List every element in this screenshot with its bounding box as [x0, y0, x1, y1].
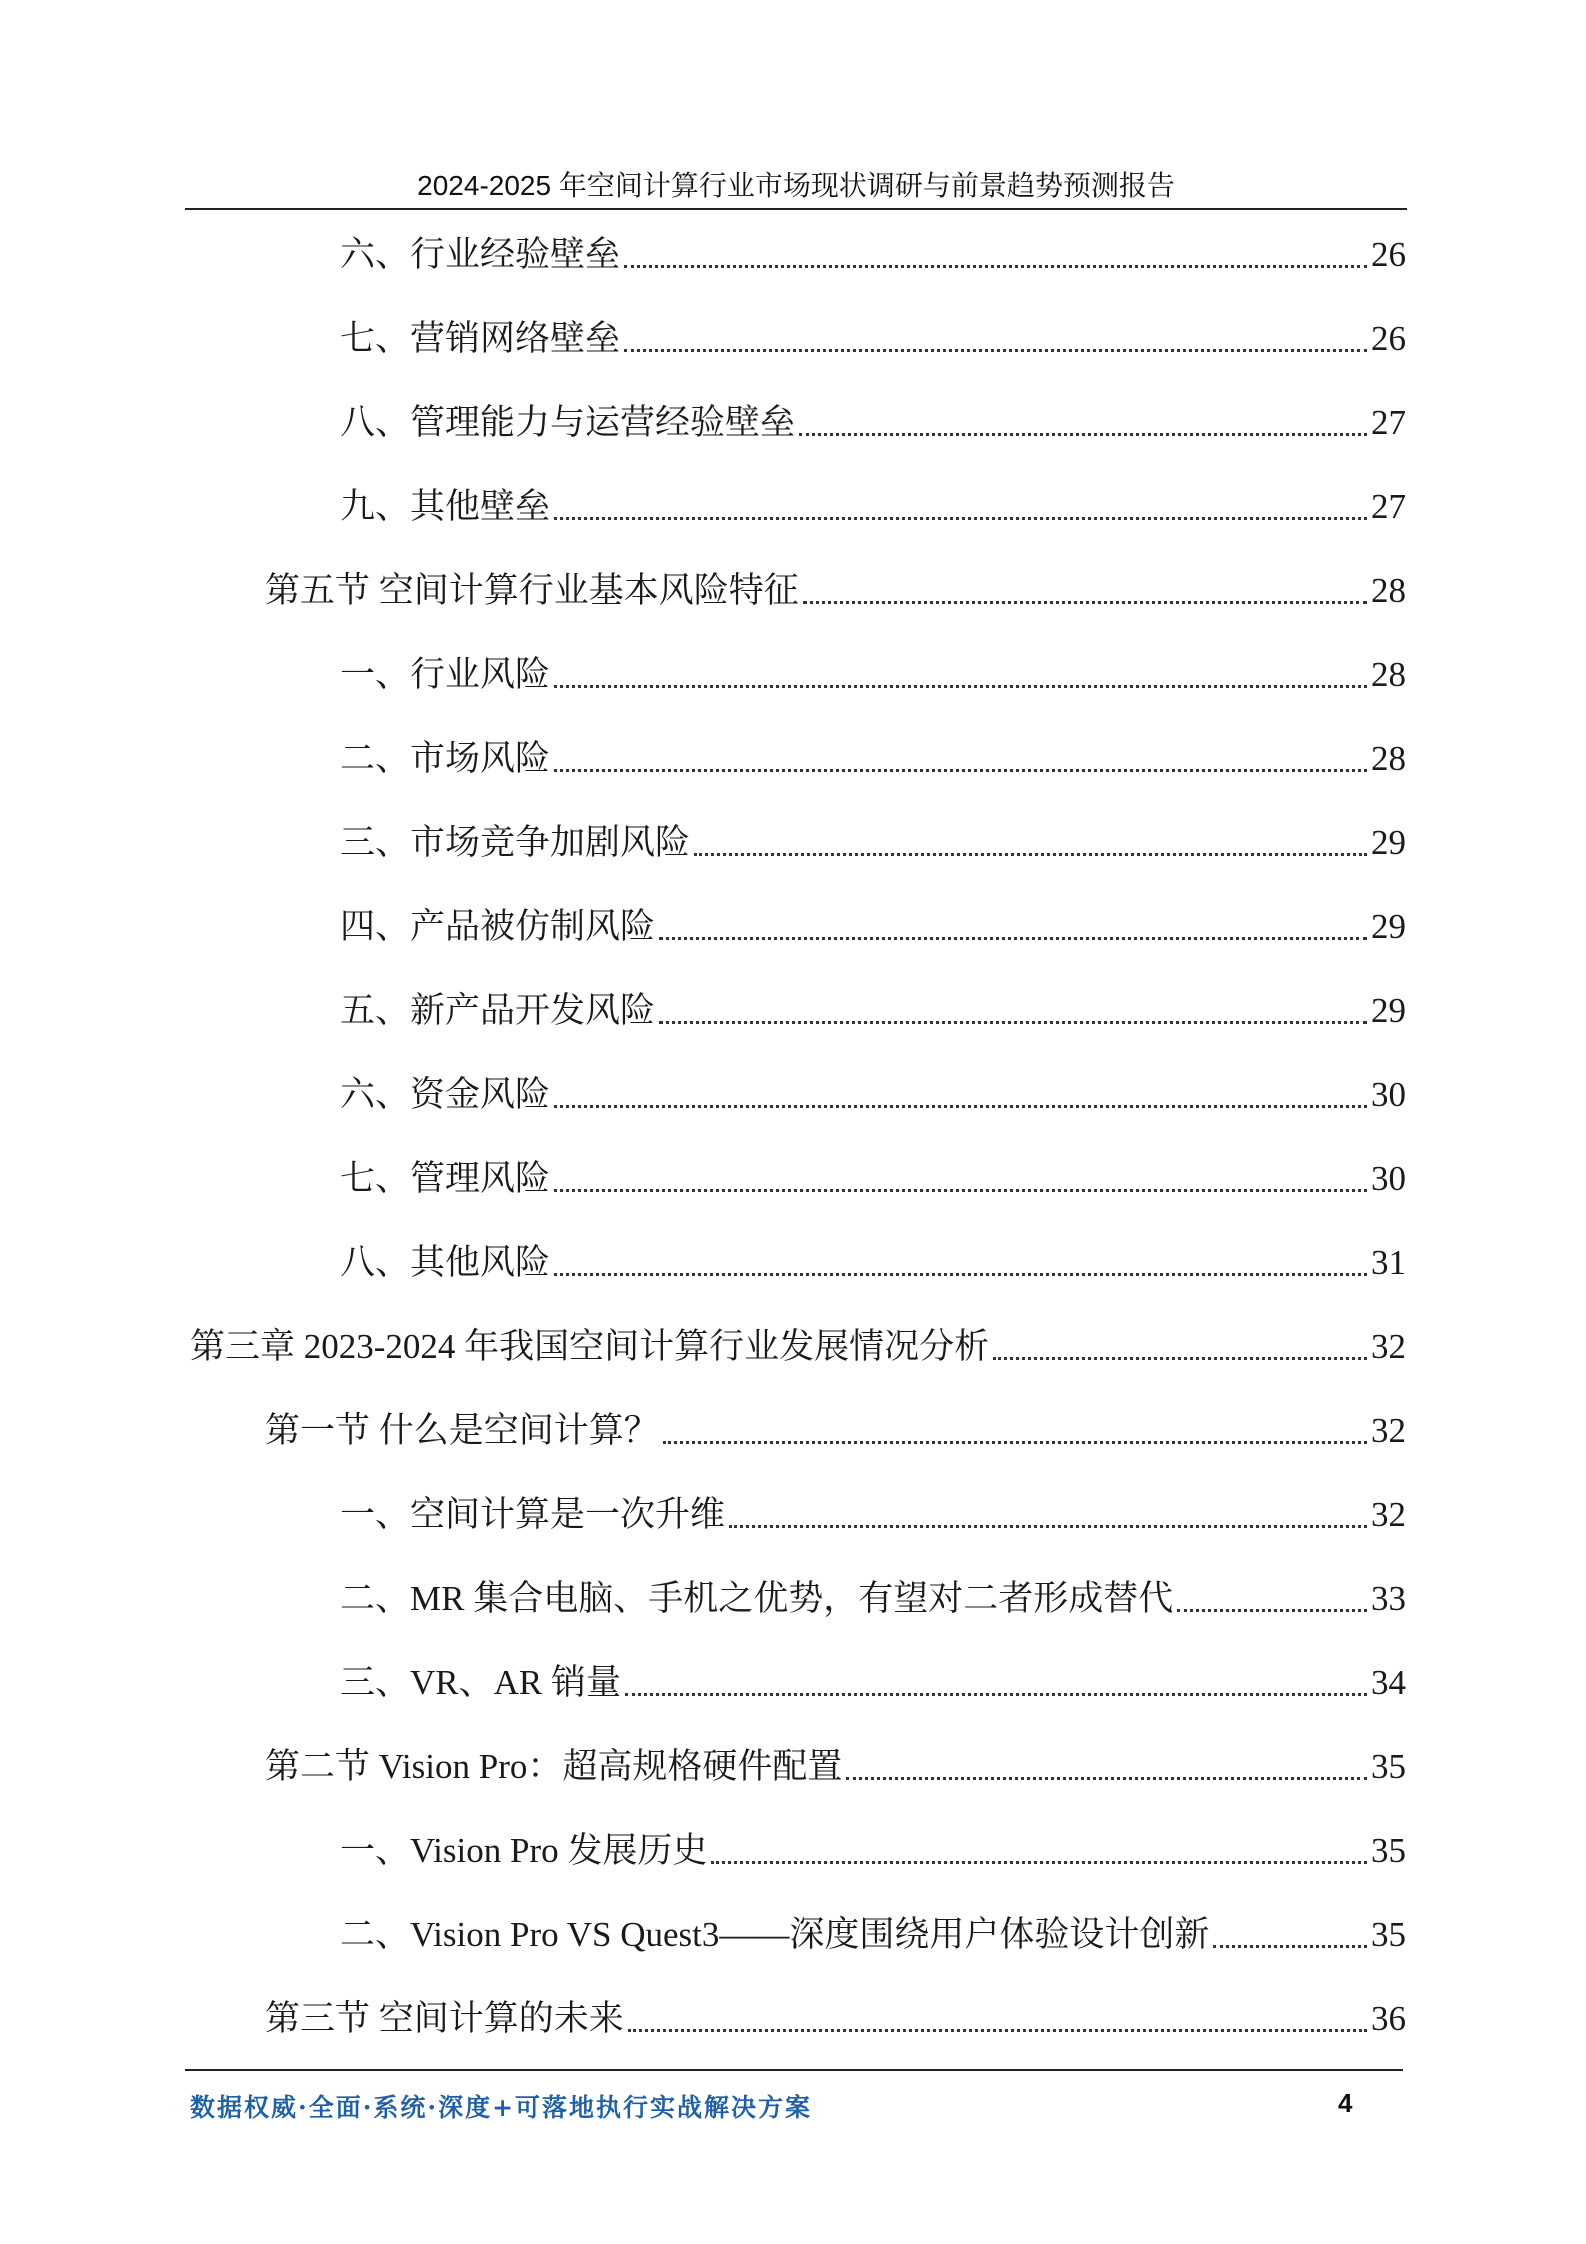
toc-dot-leader: [993, 1357, 1367, 1360]
toc-entry[interactable]: [190, 1322, 1406, 1372]
toc-dot-leader: [624, 349, 1367, 352]
toc-entry[interactable]: [340, 1826, 1406, 1876]
toc-dot-leader: [628, 2029, 1367, 2032]
toc-entry-page: 33: [1371, 1579, 1406, 1618]
toc-dot-leader: [554, 1189, 1367, 1192]
toc-entry-title: 七、营销网络壁垒: [340, 319, 621, 358]
toc-entry-page: 29: [1371, 907, 1406, 946]
toc-entry-page: 31: [1371, 1243, 1406, 1282]
toc-entry-title: 五、新产品开发风险: [340, 991, 656, 1030]
toc-entry-page: 28: [1371, 571, 1406, 610]
toc-dot-leader: [803, 601, 1367, 604]
toc-entry-page: 34: [1371, 1663, 1406, 1702]
toc-entry-title: 六、行业经验壁垒: [340, 235, 621, 274]
toc-entry[interactable]: [340, 230, 1406, 280]
toc-entry-title: 八、其他风险: [340, 1243, 551, 1282]
toc-entry-page: 32: [1371, 1495, 1406, 1534]
toc-dot-leader: [799, 433, 1367, 436]
toc-entry-title: 八、管理能力与运营经验壁垒: [340, 403, 796, 442]
toc-dot-leader: [554, 1273, 1367, 1276]
toc-entry-title: 三、市场竞争加剧风险: [340, 823, 691, 862]
toc-dot-leader: [659, 1021, 1367, 1024]
toc-entry[interactable]: [340, 1910, 1406, 1960]
toc-dot-leader: [554, 517, 1367, 520]
toc-entry[interactable]: [340, 1238, 1406, 1288]
toc-entry-page: 30: [1371, 1075, 1406, 1114]
toc-entry-title: 一、Vision Pro 发展历史: [340, 1831, 708, 1870]
toc-entry[interactable]: [265, 566, 1406, 616]
toc-entry-page: 26: [1371, 235, 1406, 274]
toc-entry-title: 二、MR 集合电脑、手机之优势，有望对二者形成替代: [340, 1579, 1174, 1618]
toc-entry[interactable]: [340, 1574, 1406, 1624]
toc-entry-page: 29: [1371, 823, 1406, 862]
toc-entry[interactable]: [265, 1742, 1406, 1792]
toc-entry-page: 28: [1371, 655, 1406, 694]
toc-entry-page: 27: [1371, 403, 1406, 442]
toc-entry-title: 第三节 空间计算的未来: [265, 1999, 624, 2038]
toc-dot-leader: [729, 1525, 1367, 1528]
toc-entry-page: 30: [1371, 1159, 1406, 1198]
toc-entry[interactable]: [340, 1658, 1406, 1708]
toc-dot-leader: [694, 853, 1367, 856]
toc-entry[interactable]: [340, 482, 1406, 532]
toc-dot-leader: [659, 937, 1367, 940]
toc-entry[interactable]: [340, 986, 1406, 1036]
toc-entry[interactable]: [340, 398, 1406, 448]
toc-entry[interactable]: [340, 1490, 1406, 1540]
toc-entry[interactable]: [340, 1070, 1406, 1120]
toc-entry-page: 28: [1371, 739, 1406, 778]
toc-entry-page: 32: [1371, 1411, 1406, 1450]
toc-dot-leader: [846, 1777, 1367, 1780]
toc-entry[interactable]: [340, 818, 1406, 868]
toc-entry[interactable]: [340, 650, 1406, 700]
footer-slogan: 数据权威·全面·系统·深度+可落地执行实战解决方案: [190, 2093, 813, 2122]
toc-entry[interactable]: [340, 902, 1406, 952]
toc-entry-page: 35: [1371, 1747, 1406, 1786]
toc-entry-page: 35: [1371, 1915, 1406, 1954]
toc-dot-leader: [554, 685, 1367, 688]
toc-entry-title: 第三章 2023-2024 年我国空间计算行业发展情况分析: [190, 1327, 990, 1366]
toc-entry-title: 第二节 Vision Pro：超高规格硬件配置: [265, 1747, 843, 1786]
toc-entry-title: 四、产品被仿制风险: [340, 907, 656, 946]
toc-entry[interactable]: [265, 1406, 1406, 1456]
toc-entry-title: 七、管理风险: [340, 1159, 551, 1198]
toc-entry-title: 六、资金风险: [340, 1075, 551, 1114]
footer-page-number: 4: [1338, 2088, 1353, 2118]
toc-entry-title: 三、VR、AR 销量: [340, 1663, 621, 1702]
toc-dot-leader: [554, 769, 1367, 772]
toc-entry[interactable]: [340, 1154, 1406, 1204]
toc-dot-leader: [1213, 1945, 1367, 1948]
toc-entry[interactable]: [265, 1994, 1406, 2044]
toc-dot-leader: [624, 265, 1367, 268]
toc-entry-title: 一、空间计算是一次升维: [340, 1495, 726, 1534]
toc-entry-title: 第五节 空间计算行业基本风险特征: [265, 571, 799, 610]
toc-dot-leader: [663, 1441, 1367, 1444]
footer-divider: [185, 2069, 1403, 2071]
toc-dot-leader: [554, 1105, 1367, 1108]
page-header-title: 2024-2025 年空间计算行业市场现状调研与前景趋势预测报告: [417, 170, 1175, 201]
toc-dot-leader: [1177, 1609, 1367, 1612]
toc-dot-leader: [625, 1693, 1367, 1696]
toc-entry-page: 35: [1371, 1831, 1406, 1870]
toc-entry-page: 27: [1371, 487, 1406, 526]
toc-entry-page: 32: [1371, 1327, 1406, 1366]
toc-entry-title: 二、Vision Pro VS Quest3——深度围绕用户体验设计创新: [340, 1915, 1210, 1954]
toc-entry[interactable]: [340, 734, 1406, 784]
toc-entry-title: 九、其他壁垒: [340, 487, 551, 526]
toc-entry-page: 26: [1371, 319, 1406, 358]
toc-dot-leader: [711, 1861, 1367, 1864]
toc-entry-page: 29: [1371, 991, 1406, 1030]
toc-entry[interactable]: [340, 314, 1406, 364]
toc-entry-title: 二、市场风险: [340, 739, 551, 778]
toc-entry-title: 一、行业风险: [340, 655, 551, 694]
toc-entry-title: 第一节 什么是空间计算？: [265, 1411, 659, 1450]
toc-entry-page: 36: [1371, 1999, 1406, 2038]
